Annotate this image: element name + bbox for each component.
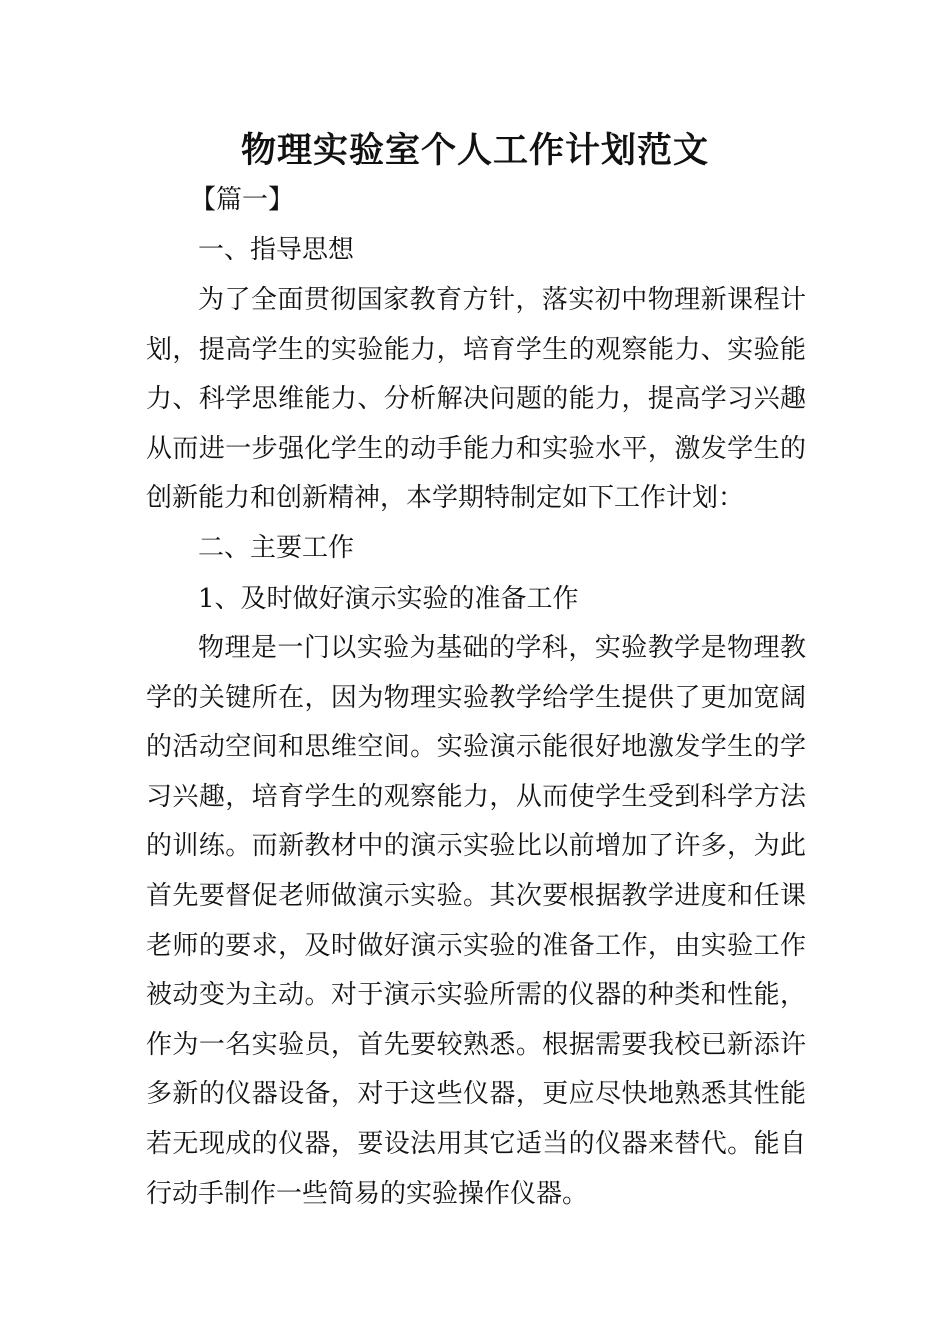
heading-guiding-ideology: 一、指导思想	[198, 235, 355, 265]
paragraph-demo-experiments: 物理是一门以实验为基础的学科，实验教学是物理教学的关键所在，因为物理实验教学给学生提供了更加宽阔的活动空间和思维空间。实验演示能很好地激发学生的学习兴趣，培育学生的观察能力，从而使学生受到科学方法的训练。而新教材中的演示实验比以前增加了许多，为此首先要督促老师做演示实验。其次要根据教学进度和任课老师的要求，及时做好演示实验的准备工作，由实验工作被动变为主动。对于演示实验所需的仪器的种类和性能，作为一名实验员，首先要较熟悉。根据需要我校已新添许多新的仪器设备，对于这些仪器，更应尽快地熟悉其性能若无现成的仪器，要设法用其它适当的仪器来替代。能自行动手制作一些简易的实验操作仪器。	[146, 633, 806, 1209]
heading-demo-experiments: 1、及时做好演示实验的准备工作	[198, 584, 579, 614]
paragraph-guiding-ideology: 为了全面贯彻国家教育方针，落实初中物理新课程计划，提高学生的实验能力，培育学生的观察能力、实验能力、科学思维能力、分析解决问题的能力，提高学习兴趣从而进一步强化学生的动手能力和实验水平，激发学生的创新能力和创新精神，本学期特制定如下工作计划：	[146, 285, 806, 514]
document-title: 物理实验室个人工作计划范文	[240, 130, 709, 171]
section-tag: 【篇一】	[190, 185, 295, 215]
heading-main-work: 二、主要工作	[198, 533, 355, 563]
